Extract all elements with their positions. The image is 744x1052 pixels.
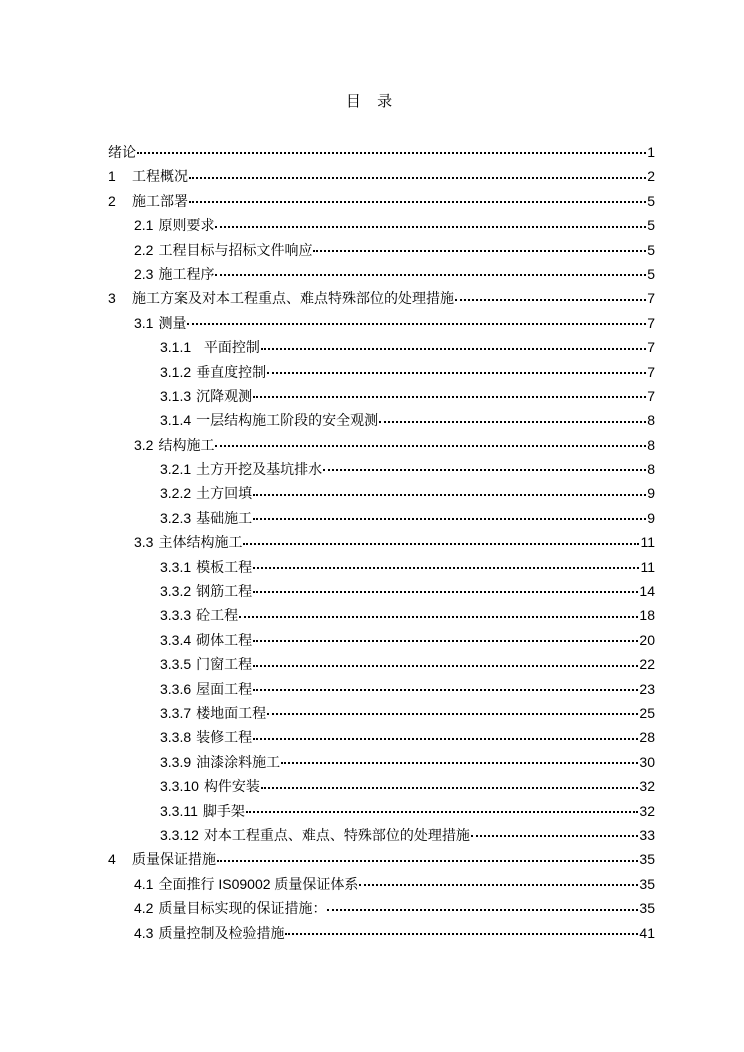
toc-page-number: 5 bbox=[647, 217, 655, 234]
toc-entry-number: 3.3.10 bbox=[160, 778, 199, 795]
toc-entry-number: 4.1 bbox=[134, 875, 154, 892]
toc-dot-leader bbox=[281, 762, 638, 764]
toc-entry-number: 4.3 bbox=[134, 924, 154, 941]
toc-page-number: 25 bbox=[639, 704, 655, 721]
toc-dot-leader bbox=[359, 884, 638, 886]
toc-page-number: 7 bbox=[647, 363, 655, 380]
toc-page-number: 8 bbox=[647, 412, 655, 429]
toc-page-number: 32 bbox=[639, 778, 655, 795]
toc-dot-leader bbox=[253, 518, 646, 520]
toc-entry-number: 1 bbox=[108, 168, 116, 185]
toc-dot-leader bbox=[253, 738, 638, 740]
toc-entry[interactable] bbox=[108, 408, 655, 432]
toc-entry-number: 3.3 bbox=[134, 534, 154, 551]
toc-entry-number: 2.3 bbox=[134, 265, 154, 282]
toc-entry[interactable] bbox=[108, 384, 655, 408]
toc-entry-text: 质量控制及检验措施 bbox=[158, 924, 285, 941]
toc-page-number: 7 bbox=[647, 314, 655, 331]
toc-entry[interactable] bbox=[108, 189, 655, 213]
toc-entry[interactable] bbox=[108, 164, 655, 188]
toc-list bbox=[108, 140, 655, 945]
toc-entry[interactable] bbox=[108, 286, 655, 310]
toc-entry[interactable] bbox=[108, 872, 655, 896]
toc-page-number: 9 bbox=[647, 485, 655, 502]
toc-dot-leader bbox=[189, 201, 646, 203]
toc-entry-text: 施工部署 bbox=[132, 192, 188, 209]
toc-entry-text: 砌体工程 bbox=[196, 631, 253, 648]
toc-entry-number: 3.3.1 bbox=[160, 558, 192, 575]
toc-entry-text: 钢筋工程 bbox=[196, 583, 253, 600]
toc-dot-leader bbox=[137, 152, 646, 154]
toc-page-number: 18 bbox=[639, 607, 655, 624]
toc-entry[interactable] bbox=[108, 530, 655, 554]
toc-entry[interactable] bbox=[108, 603, 655, 627]
toc-entry-text: 砼工程 bbox=[196, 607, 239, 624]
toc-dot-leader bbox=[327, 909, 638, 911]
toc-entry-text: 质量目标实现的保证措施： bbox=[158, 900, 327, 917]
toc-page-number: 32 bbox=[639, 802, 655, 819]
toc-page-number: 11 bbox=[640, 534, 655, 551]
toc-entry-number: 2.1 bbox=[134, 217, 154, 234]
toc-dot-leader bbox=[455, 299, 646, 301]
toc-page-number: 11 bbox=[640, 558, 655, 575]
toc-entry-number: 3.3.3 bbox=[160, 607, 192, 624]
toc-dot-leader bbox=[243, 543, 639, 545]
toc-entry-text: 屋面工程 bbox=[196, 680, 253, 697]
toc-dot-leader bbox=[253, 665, 638, 667]
toc-entry[interactable] bbox=[108, 750, 655, 774]
toc-dot-leader bbox=[323, 469, 646, 471]
toc-entry-number: 3.3.6 bbox=[160, 680, 192, 697]
toc-entry-text: 脚手架 bbox=[202, 802, 245, 819]
toc-entry[interactable] bbox=[108, 481, 655, 505]
toc-entry[interactable] bbox=[108, 896, 655, 920]
toc-dot-leader bbox=[261, 348, 646, 350]
toc-entry-text: 工程目标与招标文件响应 bbox=[158, 241, 313, 258]
toc-entry-text: 门窗工程 bbox=[196, 656, 253, 673]
toc-entry-text: 一层结构施工阶段的安全观测 bbox=[196, 412, 379, 429]
toc-entry-text: 施工方案及对本工程重点、难点特殊部位的处理措施 bbox=[132, 290, 454, 307]
toc-entry[interactable] bbox=[108, 506, 655, 530]
toc-entry[interactable] bbox=[108, 652, 655, 676]
toc-entry-number: 3 bbox=[108, 290, 116, 307]
toc-entry-number: 4 bbox=[108, 851, 116, 868]
toc-entry[interactable] bbox=[108, 238, 655, 262]
toc-dot-leader bbox=[267, 372, 646, 374]
toc-dot-leader bbox=[215, 274, 646, 276]
toc-entry-number: 2.2 bbox=[134, 241, 154, 258]
toc-entry[interactable] bbox=[108, 433, 655, 457]
toc-entry[interactable] bbox=[108, 774, 655, 798]
toc-entry-text: 沉降观测 bbox=[196, 387, 253, 404]
toc-dot-leader bbox=[471, 835, 638, 837]
toc-page-number: 30 bbox=[639, 753, 655, 770]
toc-dot-leader bbox=[313, 250, 646, 252]
toc-dot-leader bbox=[215, 226, 646, 228]
toc-dot-leader bbox=[187, 323, 646, 325]
toc-page-number: 7 bbox=[647, 290, 655, 307]
toc-dot-leader bbox=[215, 445, 646, 447]
toc-page-number: 23 bbox=[639, 680, 655, 697]
toc-entry-number: 3.2.3 bbox=[160, 509, 192, 526]
toc-entry[interactable] bbox=[108, 725, 655, 749]
toc-title: 目 录 bbox=[345, 93, 399, 110]
toc-entry[interactable] bbox=[108, 213, 655, 237]
toc-dot-leader bbox=[253, 689, 638, 691]
toc-entry-number: 3.3.12 bbox=[160, 826, 199, 843]
toc-page-number: 35 bbox=[639, 875, 655, 892]
toc-entry-number: 3.3.8 bbox=[160, 729, 192, 746]
toc-entry[interactable] bbox=[108, 677, 655, 701]
toc-entry-text: 装修工程 bbox=[196, 729, 253, 746]
toc-entry[interactable] bbox=[108, 628, 655, 652]
toc-entry-number: 3.3.7 bbox=[160, 704, 192, 721]
toc-page-number: 14 bbox=[639, 583, 655, 600]
toc-entry[interactable] bbox=[108, 335, 655, 359]
toc-page-number: 1 bbox=[647, 144, 655, 160]
toc-page-number: 20 bbox=[639, 631, 655, 648]
toc-entry[interactable] bbox=[108, 921, 655, 945]
toc-entry-text: 土方回填 bbox=[196, 485, 253, 502]
toc-entry-number: 4.2 bbox=[134, 900, 154, 917]
toc-entry-number: 3.1.2 bbox=[160, 363, 192, 380]
toc-entry-number: 3.2.2 bbox=[160, 485, 192, 502]
toc-dot-leader bbox=[261, 787, 638, 789]
toc-entry[interactable] bbox=[108, 847, 655, 871]
toc-page-number: 7 bbox=[647, 339, 655, 356]
toc-dot-leader bbox=[253, 640, 638, 642]
toc-entry-text: 油漆涂料施工 bbox=[196, 753, 281, 770]
toc-entry-number: 3.1.1 bbox=[160, 339, 192, 356]
toc-page-number: 8 bbox=[647, 461, 655, 478]
toc-entry-text: 基础施工 bbox=[196, 509, 253, 526]
toc-entry[interactable] bbox=[108, 457, 655, 481]
toc-entry-text: 垂直度控制 bbox=[196, 363, 267, 380]
toc-entry-number: 3.1.4 bbox=[160, 412, 192, 429]
toc-entry-number: 3.1.3 bbox=[160, 387, 192, 404]
toc-dot-leader bbox=[253, 494, 646, 496]
toc-entry[interactable] bbox=[108, 262, 655, 286]
toc-dot-leader bbox=[253, 567, 639, 569]
toc-dot-leader bbox=[189, 177, 646, 179]
toc-entry-number: 3.1 bbox=[134, 314, 154, 331]
toc-entry-text: 工程概况 bbox=[132, 168, 188, 185]
toc-page-number: 22 bbox=[639, 656, 655, 673]
toc-entry-text: 模板工程 bbox=[196, 558, 253, 575]
toc-entry-text: 原则要求 bbox=[158, 217, 215, 234]
toc-dot-leader bbox=[217, 860, 638, 862]
toc-entry-number: 3.2.1 bbox=[160, 461, 192, 478]
toc-entry-text: 主体结构施工 bbox=[158, 534, 243, 551]
toc-page-number: 9 bbox=[647, 509, 655, 526]
toc-entry-text: 对本工程重点、难点、特殊部位的处理措施 bbox=[203, 826, 470, 843]
toc-dot-leader bbox=[246, 811, 639, 813]
toc-entry-number: 3.3.4 bbox=[160, 631, 192, 648]
toc-entry-text: 全面推行 IS09002 质量保证体系 bbox=[158, 875, 359, 892]
toc-entry[interactable] bbox=[108, 311, 655, 335]
toc-page-number: 5 bbox=[647, 241, 655, 258]
toc-entry-number: 3.3.5 bbox=[160, 656, 192, 673]
toc-dot-leader bbox=[285, 933, 638, 935]
toc-entry[interactable] bbox=[108, 360, 655, 384]
toc-page-number: 5 bbox=[647, 192, 655, 209]
toc-page-number: 28 bbox=[639, 729, 655, 746]
toc-page-number: 7 bbox=[647, 387, 655, 404]
toc-entry-number: 3.3.11 bbox=[160, 802, 198, 819]
toc-page-number: 5 bbox=[647, 265, 655, 282]
toc-page-number: 2 bbox=[647, 168, 655, 185]
toc-entry-text: 测量 bbox=[158, 314, 187, 331]
toc-page-number: 35 bbox=[639, 900, 655, 917]
toc-page-number: 35 bbox=[639, 851, 655, 868]
toc-entry[interactable] bbox=[108, 701, 655, 725]
toc-entry[interactable] bbox=[108, 579, 655, 603]
toc-dot-leader bbox=[267, 713, 638, 715]
toc-entry-number: 3.3.9 bbox=[160, 753, 192, 770]
toc-entry-text: 平面控制 bbox=[196, 339, 260, 356]
toc-dot-leader bbox=[253, 591, 638, 593]
toc-entry-text: 土方开挖及基坑排水 bbox=[196, 461, 323, 478]
toc-entry[interactable] bbox=[108, 823, 655, 847]
toc-page-number: 33 bbox=[639, 826, 655, 843]
toc-page-number: 41 bbox=[639, 924, 655, 941]
toc-entry[interactable] bbox=[108, 140, 655, 164]
toc-entry-text: 楼地面工程 bbox=[196, 704, 267, 721]
toc-entry-text: 结构施工 bbox=[158, 436, 215, 453]
toc-entry[interactable] bbox=[108, 555, 655, 579]
toc-entry-number: 3.3.2 bbox=[160, 583, 192, 600]
toc-page-number: 8 bbox=[647, 436, 655, 453]
toc-entry-text: 施工程序 bbox=[158, 265, 215, 282]
toc-dot-leader bbox=[379, 421, 646, 423]
toc-dot-leader bbox=[253, 396, 646, 398]
toc-entry[interactable] bbox=[108, 799, 655, 823]
toc-entry-number: 2 bbox=[108, 192, 116, 209]
toc-entry-text: 构件安装 bbox=[203, 778, 260, 795]
toc-entry-number: 3.2 bbox=[134, 436, 154, 453]
toc-dot-leader bbox=[239, 616, 638, 618]
toc-entry-text: 绪论 bbox=[108, 144, 136, 160]
toc-entry-text: 质量保证措施 bbox=[132, 851, 216, 868]
